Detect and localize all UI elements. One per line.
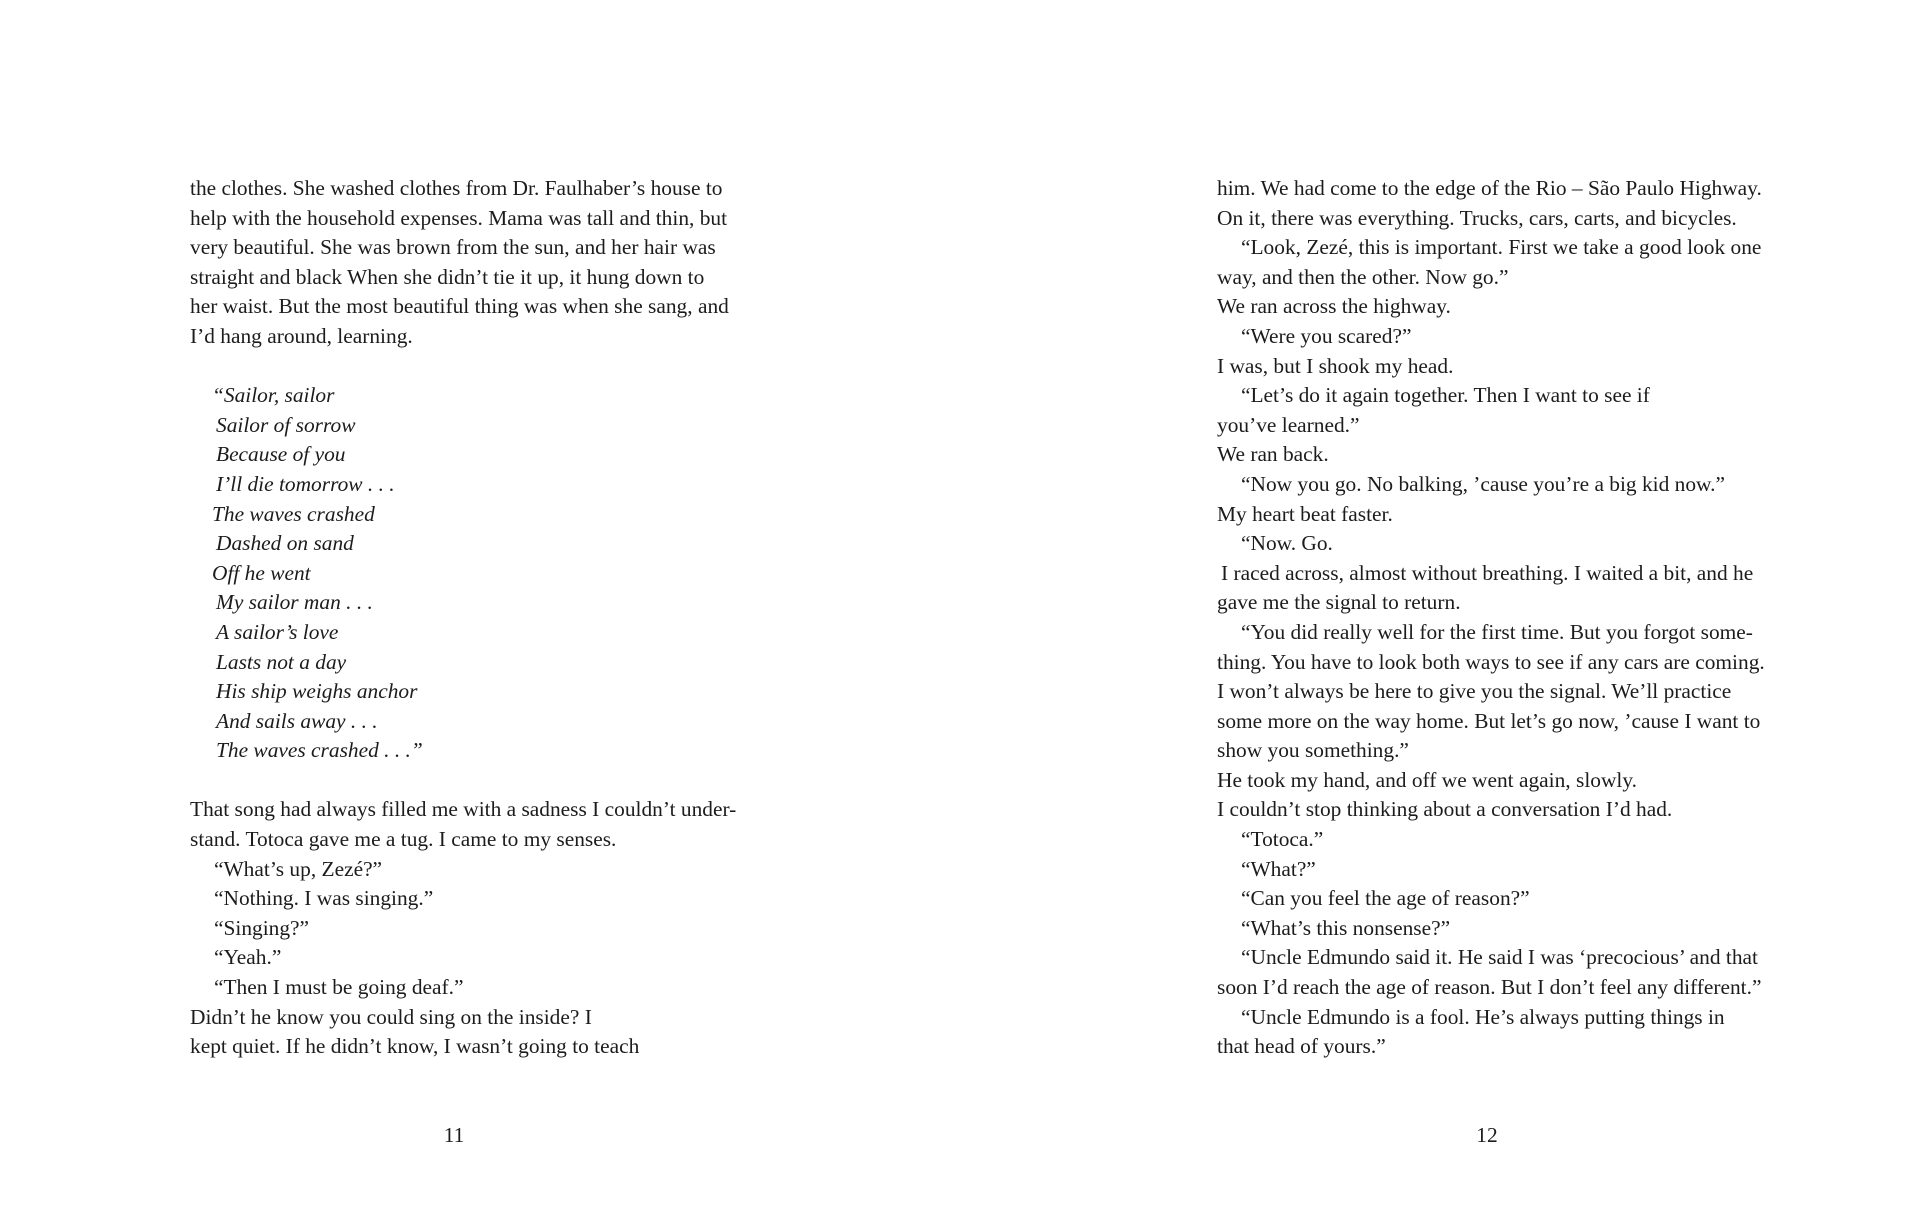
text-line: That song had always filled me with a sadness I couldn’t under- — [190, 797, 737, 822]
dialogue-line: “Let’s do it again together. Then I want to see if — [1241, 383, 1650, 408]
verse-line: Lasts not a day — [216, 649, 347, 674]
dialogue-line: “What’s this nonsense?” — [1241, 915, 1451, 940]
text-line: very beautiful. She was brown from the sun, and her hair was — [190, 235, 716, 260]
text-line: I was, but I shook my head. — [1217, 353, 1454, 378]
dialogue-line: “Look, Zezé, this is important. First we take a good look one — [1241, 235, 1762, 260]
verse-line: The waves crashed — [212, 501, 375, 526]
verse-line: Off he went — [212, 560, 311, 585]
stanza-gap — [190, 766, 736, 796]
verse-line: His ship weighs anchor — [216, 679, 418, 704]
text-line: him. We had come to the edge of the Rio – São Paulo Highway. — [1217, 176, 1762, 200]
verse-line: A sailor’s love — [216, 619, 339, 644]
text-line: show you something.” — [1217, 738, 1409, 763]
stanza-gap — [190, 352, 736, 382]
text-line: stand. Totoca gave me a tug. I came to my senses. — [190, 827, 617, 852]
dialogue-line: “Were you scared?” — [1241, 323, 1412, 348]
dialogue-line: “Uncle Edmundo said it. He said I was ‘precocious’ and that — [1241, 945, 1758, 970]
verse-line: The waves crashed . . .” — [216, 738, 423, 763]
dialogue-line: “Then I must be going deaf.” — [214, 975, 464, 1000]
dialogue-line: “Now you go. No balking, ’cause you’re a big kid now.” — [1241, 471, 1725, 496]
song-verse — [190, 381, 736, 766]
verse-line: My sailor man . . . — [216, 590, 373, 615]
text-line: kept quiet. If he didn’t know, I wasn’t going to teach — [190, 1034, 640, 1059]
text-line: the clothes. She washed clothes from Dr. Faulhaber’s house to — [190, 176, 723, 200]
text-line: I raced across, almost without breathing. I waited a bit, and he — [1221, 560, 1754, 585]
text-line: He took my hand, and off we went again, slowly. — [1217, 767, 1637, 792]
dialogue-line: “What’s up, Zezé?” — [214, 856, 383, 881]
text-line: We ran across the highway. — [1217, 294, 1451, 319]
text-line: Didn’t he know you could sing on the inside? I — [190, 1004, 592, 1029]
text-line: I couldn’t stop thinking about a conversation I’d had. — [1217, 797, 1673, 822]
verse-line: And sails away . . . — [216, 708, 378, 733]
verse-line: Because of you — [216, 442, 346, 467]
text-line: that head of yours.” — [1217, 1034, 1386, 1059]
page-number: 12 — [1476, 1123, 1498, 1147]
verse-line: Dashed on sand — [216, 531, 354, 556]
text-line: you’ve learned.” — [1217, 412, 1360, 437]
text-line: way, and then the other. Now go.” — [1217, 264, 1509, 289]
dialogue-line: “Uncle Edmundo is a fool. He’s always putting things in — [1241, 1004, 1725, 1029]
dialogue-line: “Now. Go. — [1241, 531, 1333, 556]
text-line: We ran back. — [1217, 442, 1329, 467]
text-line: On it, there was everything. Trucks, cars, carts, and bicycles. — [1217, 205, 1737, 230]
text-line: soon I’d reach the age of reason. But I don’t feel any different.” — [1217, 975, 1762, 1000]
text-line: some more on the way home. But let’s go now, ’cause I want to — [1217, 708, 1761, 733]
left-page-text — [190, 174, 736, 1062]
text-line: her waist. But the most beautiful thing was when she sang, and — [190, 294, 729, 319]
dialogue-line: “Yeah.” — [214, 945, 282, 970]
text-line: My heart beat faster. — [1217, 501, 1393, 526]
text-line: gave me the signal to return. — [1217, 590, 1461, 615]
verse-line: I’ll die tomorrow . . . — [216, 471, 395, 496]
dialogue-line: “Nothing. I was singing.” — [214, 886, 434, 911]
text-line: I’d hang around, learning. — [190, 323, 413, 348]
dialogue-line: “Totoca.” — [1241, 827, 1324, 852]
right-page-text — [1217, 174, 1765, 1062]
text-line: I won’t always be here to give you the signal. We’ll practice — [1217, 679, 1732, 704]
dialogue-line: “You did really well for the first time. But you forgot some- — [1241, 619, 1753, 644]
right-page — [960, 0, 1920, 1216]
text-line: help with the household expenses. Mama was tall and thin, but — [190, 205, 728, 230]
verse-line: “Sailor, sailor — [212, 383, 335, 408]
text-line: thing. You have to look both ways to see if any cars are coming. — [1217, 649, 1765, 674]
dialogue-line: “Singing?” — [214, 915, 310, 940]
dialogue-line: “Can you feel the age of reason?” — [1241, 886, 1530, 911]
verse-line: Sailor of sorrow — [216, 412, 356, 437]
text-line: straight and black When she didn’t tie it up, it hung down to — [190, 264, 705, 289]
page-number: 11 — [443, 1123, 465, 1147]
dialogue-line: “What?” — [1241, 856, 1316, 881]
